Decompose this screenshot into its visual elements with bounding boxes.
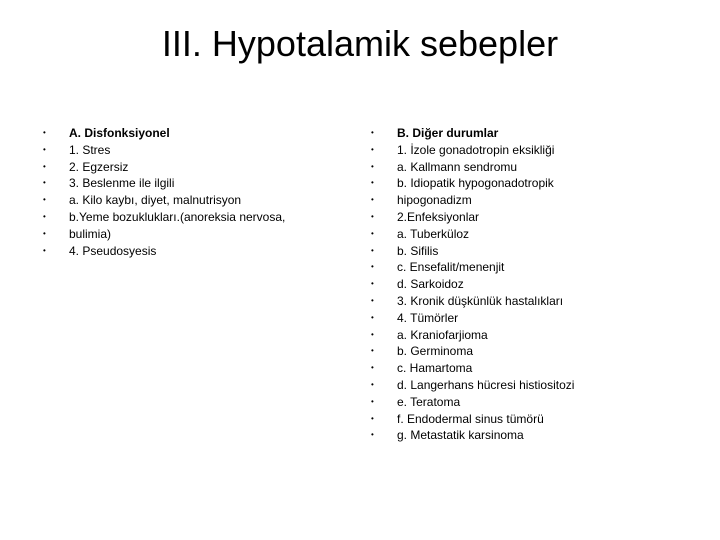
list-item-text: b. Germinoma <box>397 344 474 359</box>
bullet-icon: • <box>43 228 46 238</box>
list-item-text: b. Idiopatik hypogonadotropik <box>397 176 554 191</box>
list-item <box>368 411 708 428</box>
bullet-icon: • <box>43 161 46 171</box>
list-item <box>368 192 708 209</box>
list-item <box>40 175 340 192</box>
list-item-text: 4. Tümörler <box>397 310 459 325</box>
list-item-text: b.Yeme bozuklukları.(anoreksia nervosa, <box>69 209 286 224</box>
list-item <box>368 142 708 159</box>
right-column-list <box>368 125 708 444</box>
list-item <box>40 125 340 142</box>
list-item <box>368 259 708 276</box>
bullet-icon: • <box>371 430 374 440</box>
list-item-text: 1. Stres <box>69 142 111 157</box>
list-item-text: hipogonadizm <box>397 193 472 208</box>
list-item <box>368 360 708 377</box>
bullet-icon: • <box>371 295 374 305</box>
list-item-text: 3. Kronik düşkünlük hastalıkları <box>397 293 564 308</box>
list-item <box>368 293 708 310</box>
bullet-icon: • <box>43 211 46 221</box>
list-item-text: a. Tuberküloz <box>397 226 470 241</box>
list-item <box>368 310 708 327</box>
bullet-icon: • <box>371 161 374 171</box>
bullet-icon: • <box>371 346 374 356</box>
list-item <box>368 377 708 394</box>
list-item <box>368 175 708 192</box>
list-item-text: 2. Egzersiz <box>69 159 129 174</box>
bullet-icon: • <box>371 245 374 255</box>
bullet-icon: • <box>371 178 374 188</box>
list-item <box>368 159 708 176</box>
list-item <box>40 159 340 176</box>
list-item <box>368 209 708 226</box>
list-item <box>40 243 340 260</box>
list-item <box>40 226 340 243</box>
list-item-text: f. Endodermal sinus tümörü <box>397 411 544 426</box>
bullet-icon: • <box>371 279 374 289</box>
list-item-text: a. Kilo kaybı, diyet, malnutrisyon <box>69 193 242 208</box>
list-item-text: 4. Pseudosyesis <box>69 243 157 258</box>
list-item <box>368 276 708 293</box>
bullet-icon: • <box>43 144 46 154</box>
list-item-text: c. Hamartoma <box>397 361 473 376</box>
list-item-text: 3. Beslenme ile ilgili <box>69 176 175 191</box>
list-item-text: a. Kallmann sendromu <box>397 159 518 174</box>
list-item-text: A. Disfonksiyonel <box>69 126 170 140</box>
bullet-icon: • <box>371 128 374 137</box>
bullet-icon: • <box>371 379 374 389</box>
list-item-text: d. Langerhans hücresi histiositozi <box>397 377 575 392</box>
list-item-text: 1. İzole gonadotropin eksikliği <box>397 142 555 157</box>
list-item <box>368 343 708 360</box>
list-item <box>40 209 340 226</box>
list-item-text: B. Diğer durumlar <box>397 126 499 140</box>
bullet-icon: • <box>371 228 374 238</box>
list-item <box>368 243 708 260</box>
list-item-text: d. Sarkoidoz <box>397 277 464 292</box>
bullet-icon: • <box>371 396 374 406</box>
list-item-text: c. Ensefalit/menenjit <box>397 260 505 275</box>
list-item-text: g. Metastatik karsinoma <box>397 428 524 443</box>
list-item <box>40 142 340 159</box>
list-item-text: b. Sifilis <box>397 243 439 258</box>
list-item <box>368 226 708 243</box>
bullet-icon: • <box>43 245 46 255</box>
list-item <box>40 192 340 209</box>
bullet-icon: • <box>371 413 374 423</box>
list-item <box>368 427 708 444</box>
list-item-text: e. Teratoma <box>397 394 461 409</box>
left-column-list <box>40 125 340 259</box>
slide-title: III. Hypotalamik sebepler <box>161 23 559 64</box>
bullet-icon: • <box>371 211 374 221</box>
bullet-icon: • <box>371 329 374 339</box>
list-item <box>368 327 708 344</box>
bullet-icon: • <box>371 262 374 272</box>
bullet-icon: • <box>43 128 46 137</box>
bullet-icon: • <box>43 195 46 205</box>
bullet-icon: • <box>371 144 374 154</box>
list-item <box>368 394 708 411</box>
list-item-text: a. Kraniofarjioma <box>397 327 488 342</box>
bullet-icon: • <box>371 312 374 322</box>
bullet-icon: • <box>43 178 46 188</box>
bullet-icon: • <box>371 363 374 373</box>
list-item-text: bulimia) <box>69 226 112 241</box>
bullet-icon: • <box>371 195 374 205</box>
list-item <box>368 125 708 142</box>
list-item-text: 2.Enfeksiyonlar <box>397 209 480 224</box>
